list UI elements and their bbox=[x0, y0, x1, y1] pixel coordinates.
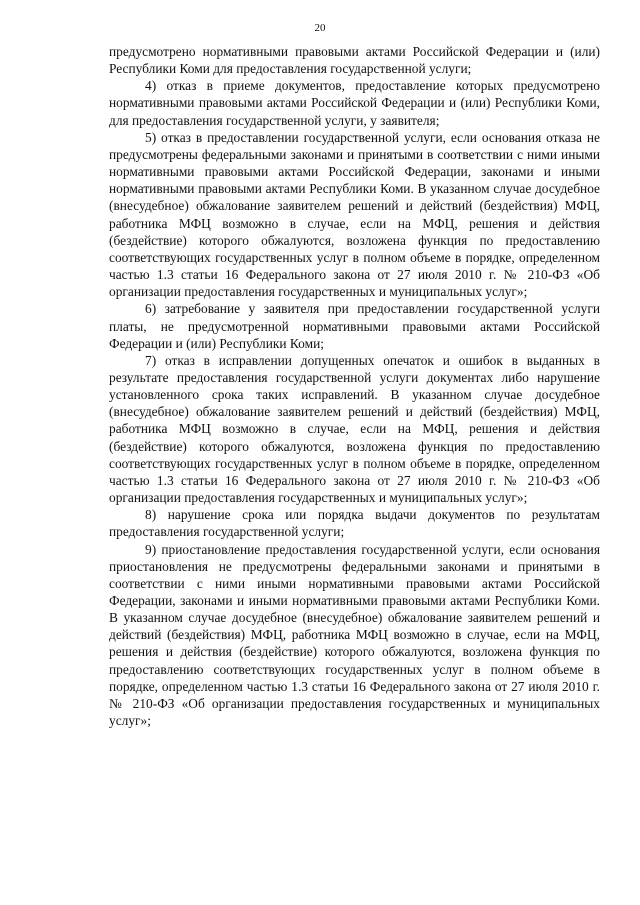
page-number: 20 bbox=[314, 22, 326, 34]
paragraph-item-6: 6) затребование у заявителя при предоставлении государственной услуги платы, не предусмотренной нормативными правовыми актами Российской Федерации и (или) Республики Коми; bbox=[109, 301, 600, 351]
paragraph-item-5: 5) отказ в предоставлении государственной услуги, если основания отказа не предусмотрены федеральными законами и принятыми в соответствии с ними иными нормативными правовыми актами Российской Федерации, законами и иными нормативными правовыми актами Республики Коми. В указанном случае досудебное (внесудебное) обжалование заявителем решений и действий (бездействия) МФЦ, работника МФЦ возможно в случае, если на МФЦ, решения и действия (бездействие) которого обжалуются, возложена функция по предоставлению соответствующих государственных услуг в полном объеме в порядке, определенном частью 1.3 статьи 16 Федерального закона от 27 июля 2010 г. № 210-ФЗ «Об организации предоставления государственных и муниципальных услуг»; bbox=[109, 129, 600, 300]
paragraph-item-4: 4) отказ в приеме документов, предоставление которых предусмотрено нормативными правовыми актами Российской Федерации и (или) Республики Коми, для предоставления государственной услуги, у заявителя; bbox=[109, 78, 600, 128]
paragraph-item-8: 8) нарушение срока или порядка выдачи документов по результатам предоставления государственной услуги; bbox=[109, 507, 600, 540]
paragraph-item-9: 9) приостановление предоставления государственной услуги, если основания приостановления не предусмотрены федеральными законами и принятыми в соответствии с ними иными нормативными правовыми актами Российской Федерации, законами и иными нормативными правовыми актами Республики Коми. В указанном случае досудебное (внесудебное) обжалование заявителем решений и действий (бездействия) МФЦ, работника МФЦ возможно в случае, если на МФЦ, решения и действия (бездействие) которого обжалуются, возложена функция по предоставлению соответствующих государственных услуг в полном объеме в порядке, определенном частью 1.3 статьи 16 Федерального закона от 27 июля 2010 г. № 210-ФЗ «Об организации предоставления государственных и муниципальных услуг»; bbox=[109, 541, 600, 729]
paragraph-continuation: предусмотрено нормативными правовыми актами Российской Федерации и (или) Республики Коми для предоставления государственной услуги; bbox=[109, 44, 600, 77]
paragraph-item-7: 7) отказ в исправлении допущенных опечаток и ошибок в выданных в результате предоставления государственной услуги документах либо нарушение установленного срока таких исправлений. В указанном случае досудебное (внесудебное) обжалование заявителем решений и действий (бездействия) МФЦ, работника МФЦ возможно в случае, если на МФЦ, решения и действия (бездействие) которого обжалуются, возложена функция по предоставлению соответствующих государственных услуг в полном объеме в порядке, определенном частью 1.3 статьи 16 Федерального закона от 27 июля 2010 г. № 210-ФЗ «Об организации предоставления государственных и муниципальных услуг»; bbox=[109, 352, 600, 506]
document-body bbox=[109, 43, 600, 729]
